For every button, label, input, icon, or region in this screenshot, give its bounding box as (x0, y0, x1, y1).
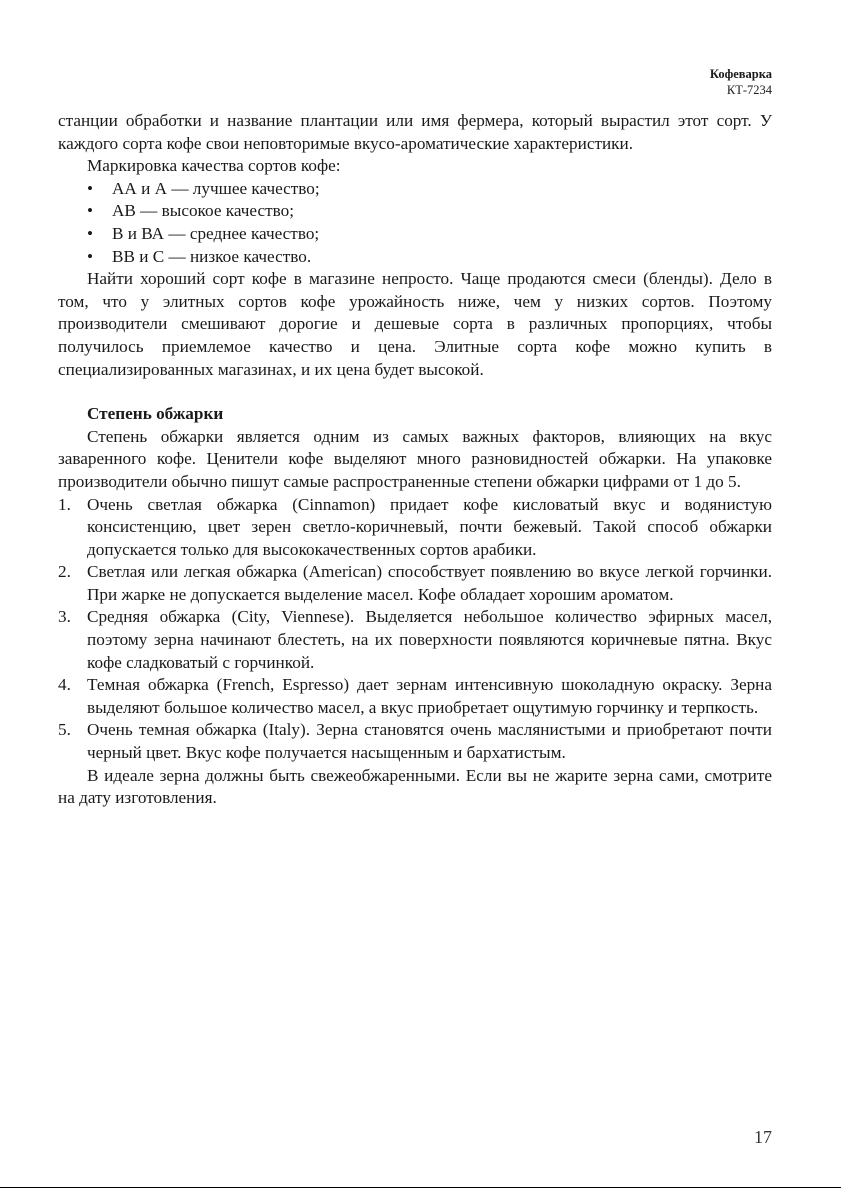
header-title: Кофеварка (709, 67, 772, 81)
paragraph-roast-intro: Степень обжарки является одним из самых важных факторов, влияющих на вкус заваренного кофе. Ценители кофе выделяют много разновидностей обжарки. На упаковке производители обычно пишут самые распространенные степени обжарки цифрами от 1 до 5. (58, 426, 772, 491)
page-content (58, 110, 772, 810)
header-model: КТ-7234 (726, 83, 772, 97)
paragraph-continued: станции обработки и название плантации или имя фермера, который вырастил этот сорт. У каждого сорта кофе свои неповторимые вкусо-ароматические характеристики. (58, 111, 772, 153)
list-item: 4. Темная обжарка (French, Espresso) дает зернам интенсивную шоколадную окраску. Зерна выделяют большое количество масел, а вкус приобретает ощутимую горчинку и терпкость. (58, 675, 772, 717)
paragraph-closing: В идеале зерна должны быть свежеобжаренными. Если вы не жарите зерна сами, смотрите на дату изготовления. (58, 765, 772, 808)
page-number: 17 (754, 1127, 772, 1147)
list-item: • АВ — высокое качество; (58, 200, 772, 223)
bottom-divider (0, 1187, 841, 1188)
list-item: • В и ВА — среднее качество; (58, 223, 772, 246)
list-item: • ВВ и С — низкое качество. (58, 246, 772, 269)
bullet-icon: • (87, 178, 94, 198)
section-heading: Степень обжарки (87, 404, 224, 424)
quality-list (58, 178, 772, 268)
list-item: 3. Средняя обжарка (City, Viennese). Выделяется небольшое количество эфирных масел, поэтому зерна начинают блестеть, на их поверхности появляются коричневые пятна. Вкус кофе сладковатый с горчинкой. (58, 607, 772, 672)
bullet-icon: • (87, 201, 94, 221)
bullet-icon: • (87, 246, 94, 266)
list-item: 5. Очень темная обжарка (Italy). Зерна становятся очень маслянистыми и приобретают почти черный цвет. Вкус кофе получается насыщенным и бархатистым. (58, 720, 772, 763)
paragraph-blends: Найти хороший сорт кофе в магазине непросто. Чаще продаются смеси (бленды). Дело в том, что у элитных сортов кофе урожайность ниже, чем у низких сортов. Поэтому производители смешивают дорогие и дешевые сорта в различных пропорциях, чтобы получилось приемлемое качество и цена. Элитные сорта кофе можно купить в специализированных магазинах, и их цена будет высокой. (58, 269, 772, 379)
paragraph-quality-intro: Маркировка качества сортов кофе: (87, 156, 341, 176)
roast-list (58, 494, 772, 765)
bullet-icon: • (87, 223, 94, 243)
list-item: 1. Очень светлая обжарка (Cinnamon) придает кофе кисловатый вкус и водянистую консистенцию, цвет зерен светло-коричневый, почти бежевый. Такой способ обжарки допускается только для высококачественных сортов арабики. (58, 494, 772, 559)
list-item: 2. Светлая или легкая обжарка (American) способствует появлению во вкусе легкой горчинки. При жарке не допускается выделение масел. Кофе обладает хорошим ароматом. (58, 562, 772, 604)
list-item: • АА и А — лучшее качество; (58, 178, 772, 201)
page-header (710, 66, 772, 98)
